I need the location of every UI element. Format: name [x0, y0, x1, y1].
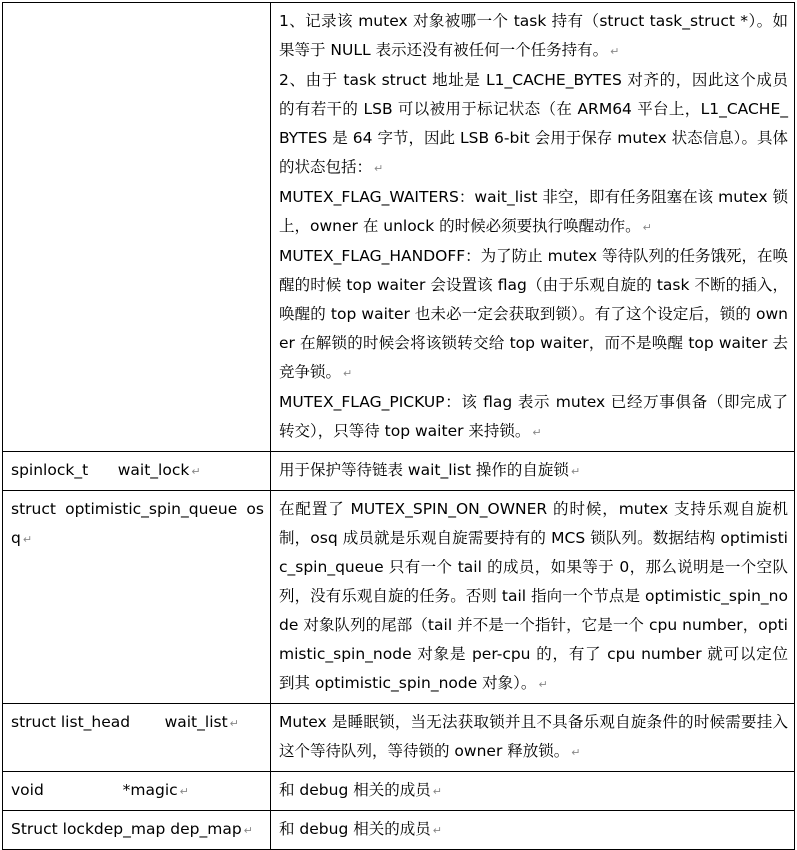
description-cell — [271, 3, 795, 452]
mutex-fields-table — [2, 2, 795, 850]
description-cell: 和 debug 相关的成员 ↵ — [271, 811, 795, 850]
description-cell: Mutex 是睡眠锁，当无法获取锁并且不具备乐观自旋条件的时候需要挂入这个等待队列，等待锁的 owner 释放锁。 ↵ — [271, 704, 795, 772]
field-cell: void *magic ↵ — [3, 772, 271, 811]
field-cell: Struct lockdep_map dep_map ↵ — [3, 811, 271, 850]
table-row — [3, 3, 795, 452]
table-row — [3, 491, 795, 704]
description-cell: 和 debug 相关的成员 ↵ — [271, 772, 795, 811]
field-cell: struct optimistic_spin_queue osq ↵ — [3, 491, 271, 704]
description-cell: 用于保护等待链表 wait_list 操作的自旋锁 ↵ — [271, 452, 795, 491]
paragraph: 1、记录该 mutex 对象被哪一个 task 持有（struct task_struct *）。如果等于 NULL 表示还没有被任何一个任务持有。 ↵ — [279, 12, 788, 59]
table-row — [3, 452, 795, 491]
table-row — [3, 811, 795, 850]
field-cell: spinlock_t wait_lock ↵ — [3, 452, 271, 491]
table-row — [3, 772, 795, 811]
paragraph: MUTEX_FLAG_PICKUP：该 flag 表示 mutex 已经万事俱备（即完成了转交），只等待 top waiter 来持锁。 ↵ — [279, 393, 788, 440]
paragraph: MUTEX_FLAG_WAITERS：wait_list 非空，即有任务阻塞在该 mutex 锁上，owner 在 unlock 的时候必须要执行唤醒动作。 ↵ — [279, 188, 788, 235]
paragraph: 2、由于 task struct 地址是 L1_CACHE_BYTES 对齐的，因此这个成员的有若干的 LSB 可以被用于标记状态（在 ARM64 平台上，L1_CACHE_BYTES 是 64 字节，因此 LSB 6-bit 会用于保存 mutex 状态信息）。具体的状态包括： ↵ — [279, 71, 788, 176]
table-row — [3, 704, 795, 772]
description-cell: 在配置了 MUTEX_SPIN_ON_OWNER 的时候，mutex 支持乐观自旋机制，osq 成员就是乐观自旋需要持有的 MCS 锁队列。数据结构 optimistic_spin_queue 只有一个 tail 的成员，如果等于 0，那么说明是一个空队列，没有乐观自旋的任务。否则 tail 指向一个节点是 optimistic_spin_node 对象队列的尾部（tail 并不是一个指针，它是一个 cpu number，optimistic_spin_node 对象是 per-cpu 的，有了 cpu number 就可以定位到其 optimistic_spin_node 对象）。 ↵ — [271, 491, 795, 704]
paragraph: MUTEX_FLAG_HANDOFF：为了防止 mutex 等待队列的任务饿死，在唤醒的时候 top waiter 会设置该 flag（由于乐观自旋的 task 不断的插入，唤醒的 top waiter 也未必一定会获取到锁）。有了这个设定后，锁的 owner 在解锁的时候会将该锁转交给 top waiter，而不是唤醒 top waiter 去竞争锁。 ↵ — [279, 247, 788, 381]
field-cell — [3, 3, 271, 452]
field-cell: struct list_head wait_list ↵ — [3, 704, 271, 772]
